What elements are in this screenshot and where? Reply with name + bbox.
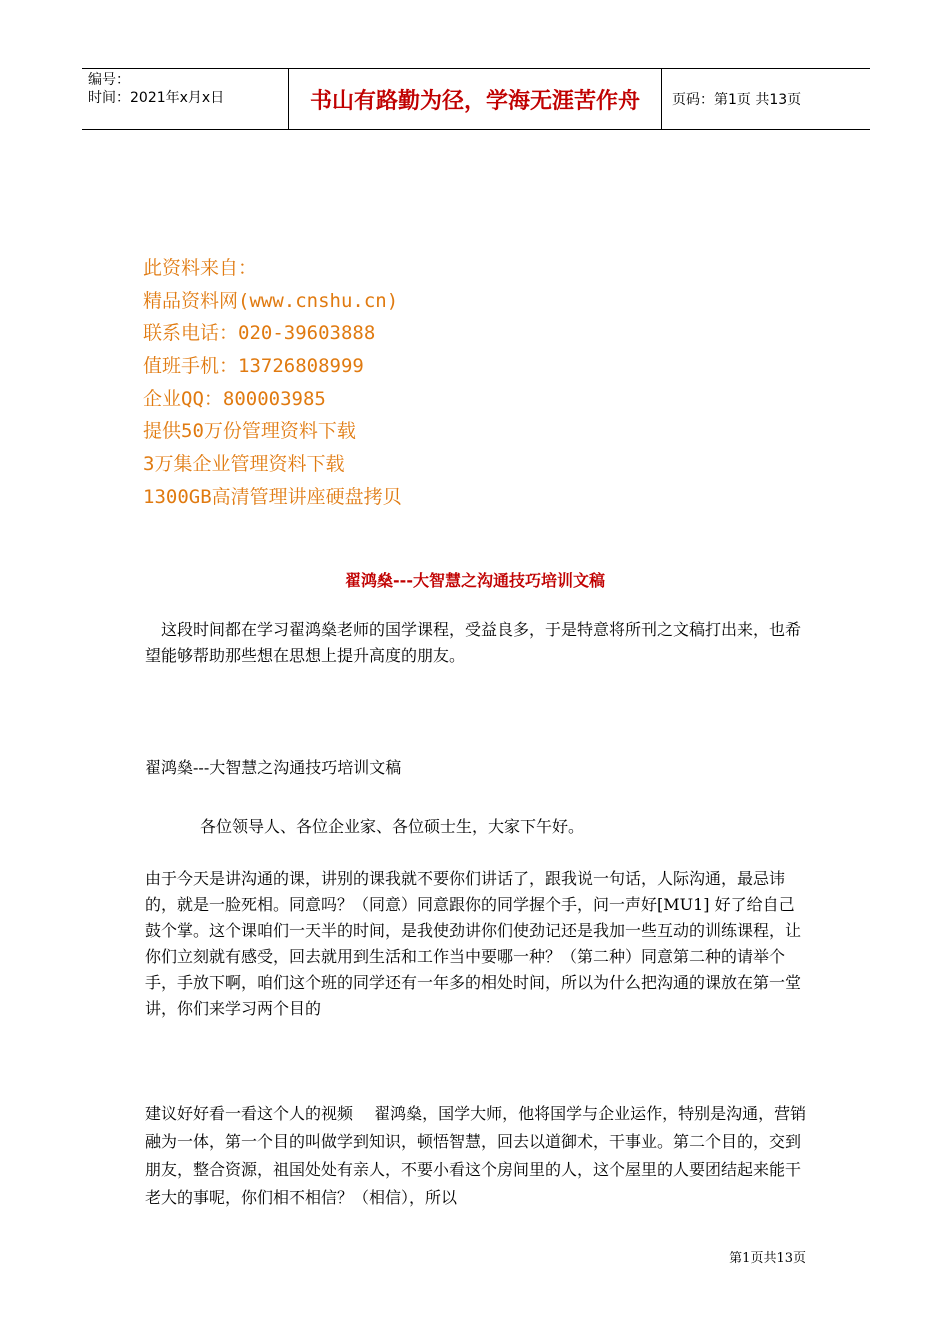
source-line: 3万集企业管理资料下载 — [143, 453, 345, 476]
source-line: 值班手机：13726808999 — [143, 355, 364, 378]
source-line: 联系电话：020-39603888 — [143, 322, 376, 345]
source-line: 企业QQ：800003985 — [143, 387, 326, 410]
page-footer: 第1页共13页 — [729, 1251, 806, 1266]
subtitle-paragraph: 翟鸿燊---大智慧之沟通技巧培训文稿 — [145, 758, 402, 777]
source-info-block — [143, 252, 402, 514]
intro-paragraph: 这段时间都在学习翟鸿燊老师的国学课程，受益良多，于是特意将所刊之文稿打出来，也希望能够帮助那些想在思想上提升高度的朋友。 — [145, 620, 802, 665]
source-line: 此资料来自： — [143, 257, 258, 279]
source-line: 提供50万份管理资料下载 — [143, 420, 356, 443]
date-label: 时间：2021年x月x日 — [88, 90, 225, 106]
header-left-cell — [82, 69, 288, 129]
body-paragraph-1: 由于今天是讲沟通的课，讲别的课我就不要你们讲话了，跟我说一句话，人际沟通，最忌讳的，就是一脸死相。同意吗？（同意）同意跟你的同学握个手，问一声好[MU1] 好了给自己鼓个掌。这个课咱们一天半的时间，是我使劲讲你们使劲记还是我加一些互动的训练课程，让你们立刻就有感受，回去就用到生活和工作当中要哪一种？（第二种）同意第二种的请举个手，手放下啊，咱们这个班的同学还有一年多的相处时间，所以为什么把沟通的课放在第一堂讲，你们来学习两个目的 — [145, 869, 802, 1018]
number-label: 编号： — [88, 72, 130, 88]
header-motto: 书山有路勤为径，学海无涯苦作舟 — [288, 69, 662, 129]
source-line: 精品资料网(www.cnshu.cn) — [143, 289, 399, 312]
header-page-info: 页码：第1页 共13页 — [672, 92, 802, 108]
source-line: 1300GB高清管理讲座硬盘拷贝 — [143, 485, 402, 508]
greeting-paragraph: 各位领导人、各位企业家、各位硕士生，大家下午好。 — [200, 817, 585, 836]
document-title: 翟鸿燊---大智慧之沟通技巧培训文稿 — [345, 571, 605, 590]
page-header — [82, 68, 870, 130]
body-paragraph-2: 建议好好看一看这个人的视频 翟鸿燊，国学大师，他将国学与企业运作，特别是沟通，营销融为一体，第一个目的叫做学到知识，顿悟智慧，回去以道御术，干事业。第二个目的，交到朋友，整合资源，祖国处处有亲人，不要小看这个房间里的人，这个屋里的人要团结起来能干老大的事呢，你们相不相信？（相信），所以 — [145, 1104, 807, 1207]
